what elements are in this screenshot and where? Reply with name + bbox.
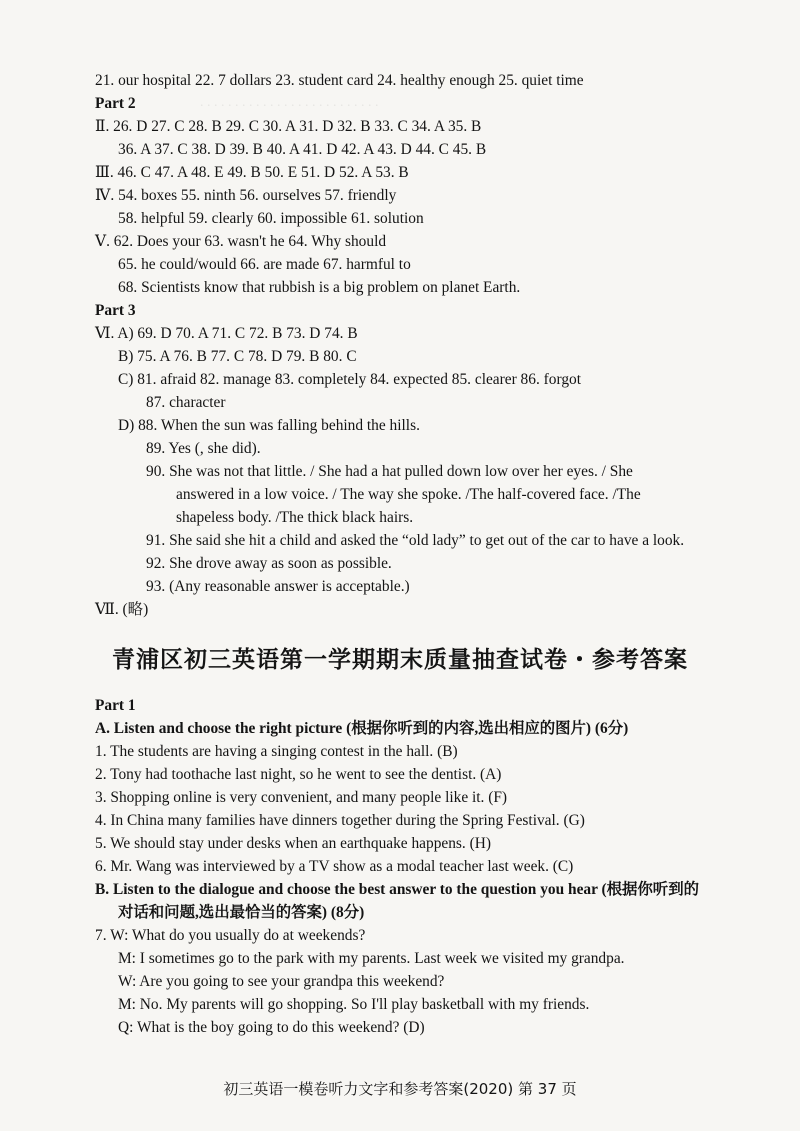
dialogue-line: M: I sometimes go to the park with my parents. Last week we visited my grandpa. — [118, 950, 625, 967]
part-2-heading: Part 2 — [95, 95, 136, 112]
answer-line-81-86: C) 81. afraid 82. manage 83. completely 84. expected 85. clearer 86. forgot — [118, 371, 581, 388]
answer-line-91: 91. She said she hit a child and asked the “old lady” to get out of the car to have a look. — [146, 532, 685, 549]
answer-line-58-61: 58. helpful 59. clearly 60. impossible 61. solution — [118, 210, 424, 227]
answer-line-87: 87. character — [146, 394, 226, 411]
answer-line-69-74: Ⅵ. A) 69. D 70. A 71. C 72. B 73. D 74. B — [95, 325, 358, 342]
answer-line-92: 92. She drove away as soon as possible. — [146, 555, 392, 572]
answer-line-62-64: Ⅴ. 62. Does your 63. wasn't he 64. Why should — [95, 233, 387, 250]
listening-item: 5. We should stay under desks when an earthquake happens. (H) — [95, 835, 491, 852]
answer-line-26-35: Ⅱ. 26. D 27. C 28. B 29. C 30. A 31. D 32. B 33. C 34. A 35. B — [95, 118, 482, 135]
answer-line-90-c: shapeless body. /The thick black hairs. — [176, 509, 414, 526]
bleed-through: . . . . . . . . . . . . . . . . . . . . . . . . . . — [200, 95, 379, 110]
answer-line-90-a: 90. She was not that little. / She had a hat pulled down low over her eyes. / She — [146, 463, 633, 480]
answer-line-88: D) 88. When the sun was falling behind the hills. — [118, 417, 420, 434]
part-1-heading: Part 1 — [95, 697, 136, 714]
dialogue-line: Q: What is the boy going to do this weekend? (D) — [118, 1019, 425, 1036]
section-b-heading-cont: 对话和问题,选出最恰当的答案) (8分) — [118, 904, 365, 921]
page-footer: 初三英语一模卷听力文字和参考答案(2020) 第 37 页 — [223, 1080, 577, 1098]
answer-line-75-80: B) 75. A 76. B 77. C 78. D 79. B 80. C — [118, 348, 357, 365]
answer-line-90-b: answered in a low voice. / The way she spoke. /The half-covered face. /The — [176, 486, 641, 503]
listening-item: 6. Mr. Wang was interviewed by a TV show as a modal teacher last week. (C) — [95, 858, 574, 875]
dialogue-line: M: No. My parents will go shopping. So I'll play basketball with my friends. — [118, 996, 590, 1013]
answer-line-vii: Ⅶ. (略) — [95, 601, 149, 618]
answer-line-89: 89. Yes (, she did). — [146, 440, 261, 457]
answer-line-46-53: Ⅲ. 46. C 47. A 48. E 49. B 50. E 51. D 52. A 53. B — [95, 164, 409, 181]
section-title: 青浦区初三英语第一学期期末质量抽查试卷・参考答案 — [112, 647, 688, 673]
dialogue-line: 7. W: What do you usually do at weekends? — [95, 927, 366, 944]
section-a-heading: A. Listen and choose the right picture (根据你听到的内容,选出相应的图片) (6分) — [95, 720, 629, 737]
listening-item: 2. Tony had toothache last night, so he went to see the dentist. (A) — [95, 766, 502, 783]
answer-line-68: 68. Scientists know that rubbish is a big problem on planet Earth. — [118, 279, 521, 296]
answer-line-65-67: 65. he could/would 66. are made 67. harmful to — [118, 256, 411, 273]
answer-line-93: 93. (Any reasonable answer is acceptable.) — [146, 578, 410, 595]
listening-item: 3. Shopping online is very convenient, and many people like it. (F) — [95, 789, 508, 806]
answer-line-54-57: Ⅳ. 54. boxes 55. ninth 56. ourselves 57. friendly — [95, 187, 397, 204]
dialogue-line: W: Are you going to see your grandpa this weekend? — [118, 973, 445, 990]
section-b-heading: B. Listen to the dialogue and choose the best answer to the question you hear (根据你听到的 — [95, 881, 699, 898]
listening-item: 1. The students are having a singing contest in the hall. (B) — [95, 743, 458, 760]
answer-line-36-45: 36. A 37. C 38. D 39. B 40. A 41. D 42. A 43. D 44. C 45. B — [118, 141, 487, 158]
answer-line-21-25: 21. our hospital 22. 7 dollars 23. student card 24. healthy enough 25. quiet time — [95, 72, 584, 89]
part-3-heading: Part 3 — [95, 302, 136, 319]
listening-item: 4. In China many families have dinners together during the Spring Festival. (G) — [95, 812, 585, 829]
